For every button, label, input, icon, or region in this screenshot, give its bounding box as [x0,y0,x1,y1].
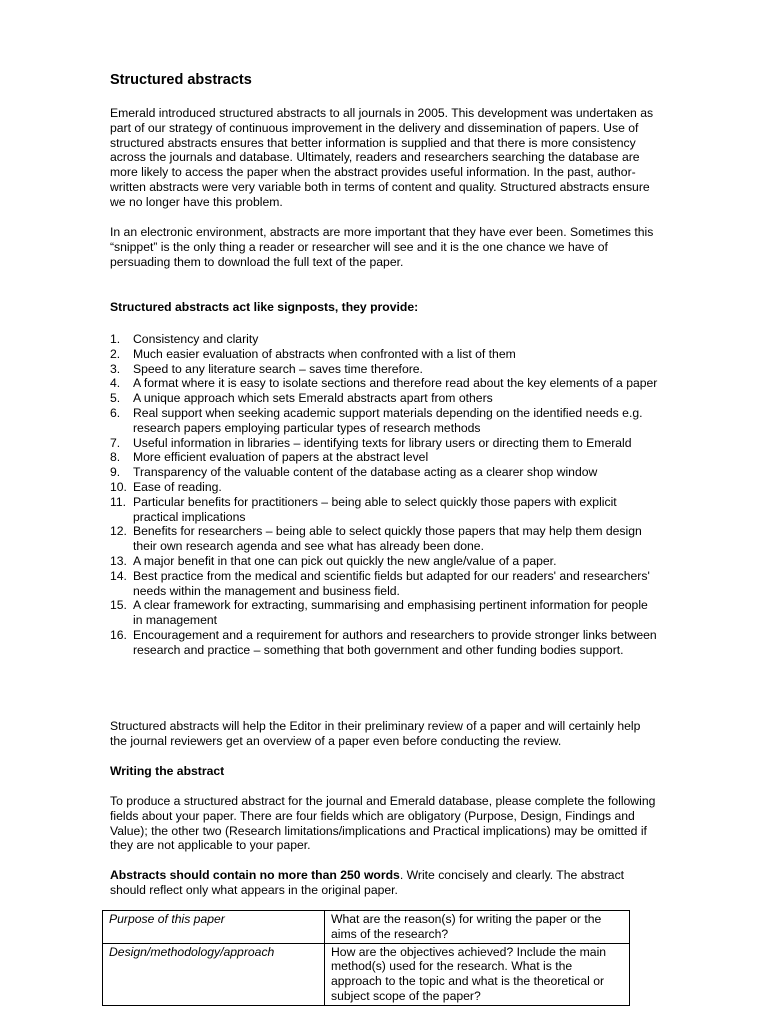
list-item-number: 4. [110,376,121,391]
list-item-text: Transparency of the valuable content of the database acting as a clearer shop window [133,465,598,480]
list-item-text: A clear framework for extracting, summarising and emphasising pertinent information for people in management [133,598,648,628]
list-item-number: 11. [110,494,127,509]
list-item [110,376,658,391]
abstract-fields-table [102,910,630,1006]
list-item-text: Consistency and clarity [133,332,259,346]
writing-paragraph: To produce a structured abstract for the journal and Emerald database, please complete the following fields about your paper. There are four fields which are obligatory (Purpose, Design, Findings and Value); the other two (Research limitations/implications and Practical implications) may be omitted if they are not applicable to your paper. [110,794,656,853]
benefits-list [110,332,658,658]
word-limit-rest: . Write concisely and clearly. The abstract should reflect only what appears in the original paper. [110,868,625,897]
list-item-number: 6. [110,405,121,420]
list-item-number: 1. [110,332,121,346]
list-item-number: 2. [110,346,121,361]
table-row [103,943,630,1005]
list-item-number: 9. [110,465,121,480]
word-limit-bold: Abstracts should contain no more than 250 words [110,868,400,882]
editor-paragraph: Structured abstracts will help the Editor in their preliminary review of a paper and will certainly help the journal reviewers get an overview of a paper even before conducting the review. [110,719,641,748]
list-item-number: 5. [110,391,121,406]
list-item-text: Encouragement and a requirement for authors and researchers to provide stronger links between research and practice – something that both government and other funding bodies support. [133,627,657,657]
list-item-text: A unique approach which sets Emerald abstracts apart from others [133,391,493,406]
table-row [103,911,630,944]
intro-paragraph: Emerald introduced structured abstracts to all journals in 2005. This development was undertaken as part of our strategy of continuous improvement in the delivery and dissemination of papers. Use of structured abstracts ensures that better information is supplied and that there is more consistency across the journals and database. Ultimately, readers and researchers searching the database are more likely to access the paper when the abstract provides useful information. In the past, author-written abstracts were very variable both in terms of content and quality. Structured abstracts ensure we no longer have this problem. [110,106,654,209]
list-item-number: 15. [110,598,127,613]
word-limit-paragraph [110,868,658,898]
list-item-text: A format where it is easy to isolate sections and therefore read about the key elements of a paper [133,376,658,391]
list-item-text: Benefits for researchers – being able to select quickly those papers that may help them design their own research agenda and see what has already been done. [133,524,642,554]
list-item-number: 14. [110,568,127,583]
list-item [110,598,658,628]
list-item-number: 7. [110,435,121,450]
list-item-text: Best practice from the medical and scientific fields but adapted for our readers' and researchers' needs within the management and business field. [133,568,650,598]
list-item [110,628,658,658]
list-item-text: Speed to any literature search – saves time therefore. [133,361,423,376]
list-item [110,391,658,406]
list-item [110,406,658,436]
list-item-text: Particular benefits for practitioners – being able to select quickly those papers with explicit practical implications [133,494,617,524]
list-item-text: Ease of reading. [133,479,222,494]
list-item-text: Much easier evaluation of abstracts when confronted with a list of them [133,346,516,361]
list-item [110,450,658,465]
list-item-text: Useful information in libraries – identifying texts for library users or directing them to Emerald [133,435,632,450]
page-title: Structured abstracts [110,72,252,88]
list-item-number: 16. [110,627,127,642]
writing-heading: Writing the abstract [110,764,225,778]
list-item [110,554,658,569]
list-item-number: 13. [110,553,127,568]
field-description-cell: What are the reason(s) for writing the paper or the aims of the research? [325,911,630,944]
list-item-text: More efficient evaluation of papers at the abstract level [133,450,429,465]
list-item [110,362,658,377]
list-item [110,465,658,480]
list-item [110,495,658,525]
field-name-cell: Purpose of this paper [103,911,325,944]
list-item-text: A major benefit in that one can pick out quickly the new angle/value of a paper. [133,553,557,568]
list-item-number: 8. [110,450,121,465]
signposts-heading: Structured abstracts act like signposts, they provide: [110,300,419,314]
list-item-number: 3. [110,361,121,376]
list-item-text: Real support when seeking academic support materials depending on the identified needs e.g. research papers employing particular types of research methods [133,405,643,435]
list-item [110,347,658,362]
field-name-cell: Design/methodology/approach [103,943,325,1005]
list-item [110,332,658,347]
list-item-number: 12. [110,524,127,539]
list-item [110,436,658,451]
list-item [110,480,658,495]
field-description-cell: How are the objectives achieved? Include the main method(s) used for the research. What is the approach to the topic and what is the theoretical or subject scope of the paper? [325,943,630,1005]
list-item [110,524,658,554]
list-item [110,569,658,599]
electronic-paragraph: In an electronic environment, abstracts are more important that they have ever been. Sometimes this “snippet” is the only thing a reader or researcher will see and it is the one chance we have of persuading them to download the full text of the paper. [110,225,654,269]
list-item-number: 10. [110,479,127,494]
